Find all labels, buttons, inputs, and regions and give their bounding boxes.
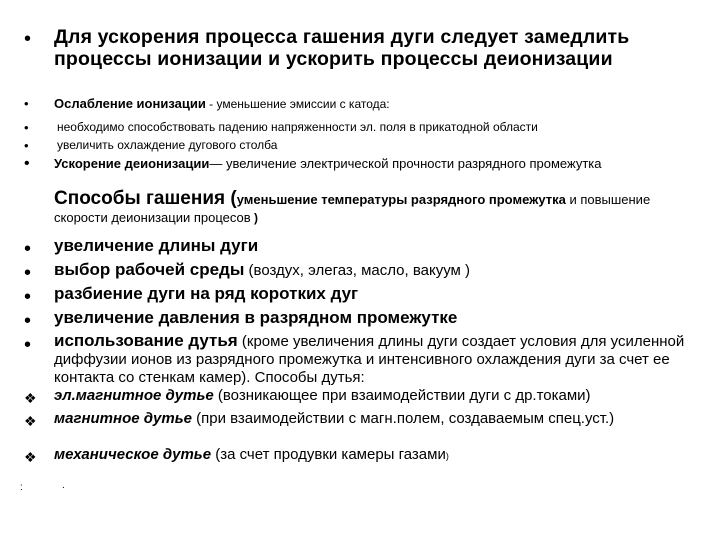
bullet: •: [24, 96, 29, 111]
item-arc-length-text: увеличение длины дуги: [54, 236, 259, 255]
heading-item: [24, 26, 708, 70]
item-blowing-desc: (кроме увеличения длины дуги создает условия для усиленной диффузии ионов из разрядного промежутка и интенсивного охлаждения дуги за счет ее контакта со стенкам камер). Способы дутья:: [54, 333, 685, 386]
item-medium-title: выбор рабочей среды: [54, 260, 245, 279]
mechanical-desc: (за счет продувки камеры газами: [211, 446, 446, 463]
bullet: •: [24, 286, 32, 308]
methods-rest: и повышение скорости деионизации процесов: [54, 192, 651, 225]
sub-item-cooling-text: увеличить охлаждение дугового столба: [57, 138, 278, 152]
bullet: •: [24, 28, 32, 50]
bullet: •: [24, 155, 30, 172]
diamond-bullet-icon: ❖: [24, 449, 37, 465]
item-split-text: разбиение дуги на ряд коротких дуг: [54, 284, 359, 303]
mechanical-close: ): [445, 451, 449, 461]
item-medium-desc: (воздух, элегаз, масло, вакуум ): [244, 262, 471, 279]
sub-item-field: [24, 120, 708, 136]
electromagnetic-desc: (возникающее при взаимодействии дуги с др.токами): [213, 387, 591, 404]
mechanical-title: механическое дутье: [54, 446, 212, 463]
methods-close: ): [250, 211, 259, 225]
item-medium: [24, 260, 708, 284]
electromagnetic-title: эл.магнитное дутье: [54, 387, 214, 404]
ionization-desc: - уменьшение эмиссии с катода:: [205, 97, 390, 111]
blowing-mechanical: [24, 446, 708, 466]
footer-mark-right: .: [62, 480, 65, 491]
ionization-title: Ослабление ионизации: [54, 96, 206, 111]
heading-text: Для ускорения процесса гашения дуги следует замедлить процессы ионизации и ускорить процессы деионизации: [54, 26, 630, 70]
blowing-magnetic: [24, 410, 708, 430]
item-blowing-title: использование дутья: [54, 331, 238, 350]
item-split: [24, 284, 708, 308]
item-pressure-text: увеличение давления в разрядном промежутке: [54, 308, 458, 327]
methods-block: [54, 190, 704, 227]
magnetic-desc: (при взаимодействии с магн.полем, создаваемым спец.уст.): [191, 410, 615, 427]
magnetic-title: магнитное дутье: [54, 410, 192, 427]
bullet: •: [24, 310, 32, 332]
bullet: •: [24, 262, 32, 284]
diamond-bullet-icon: ❖: [24, 390, 37, 406]
item-pressure: [24, 308, 708, 332]
bullet: •: [24, 334, 32, 356]
sub-item-field-text: необходимо способствовать падению напряженности эл. поля в прикатодной области: [57, 120, 538, 134]
bullet: •: [24, 238, 32, 260]
methods-bold: уменьшение температуры разрядного промежутка: [236, 192, 566, 207]
sub-item-cooling: [24, 138, 708, 154]
diamond-bullet-icon: ❖: [24, 413, 37, 429]
deionization-desc: — увеличение электрической прочности разрядного промежутка: [209, 156, 602, 171]
methods-title: Способы гашения (: [54, 188, 237, 209]
ionization-item: [24, 96, 708, 112]
bullet: •: [24, 138, 29, 153]
deionization-title: Ускорение деионизации: [54, 156, 210, 171]
deionization-item: [24, 156, 708, 172]
bullet: •: [24, 120, 29, 135]
footer-mark-left: :: [20, 482, 23, 493]
item-blowing: [24, 332, 708, 386]
item-arc-length: [24, 236, 708, 260]
blowing-electromagnetic: [24, 387, 708, 407]
